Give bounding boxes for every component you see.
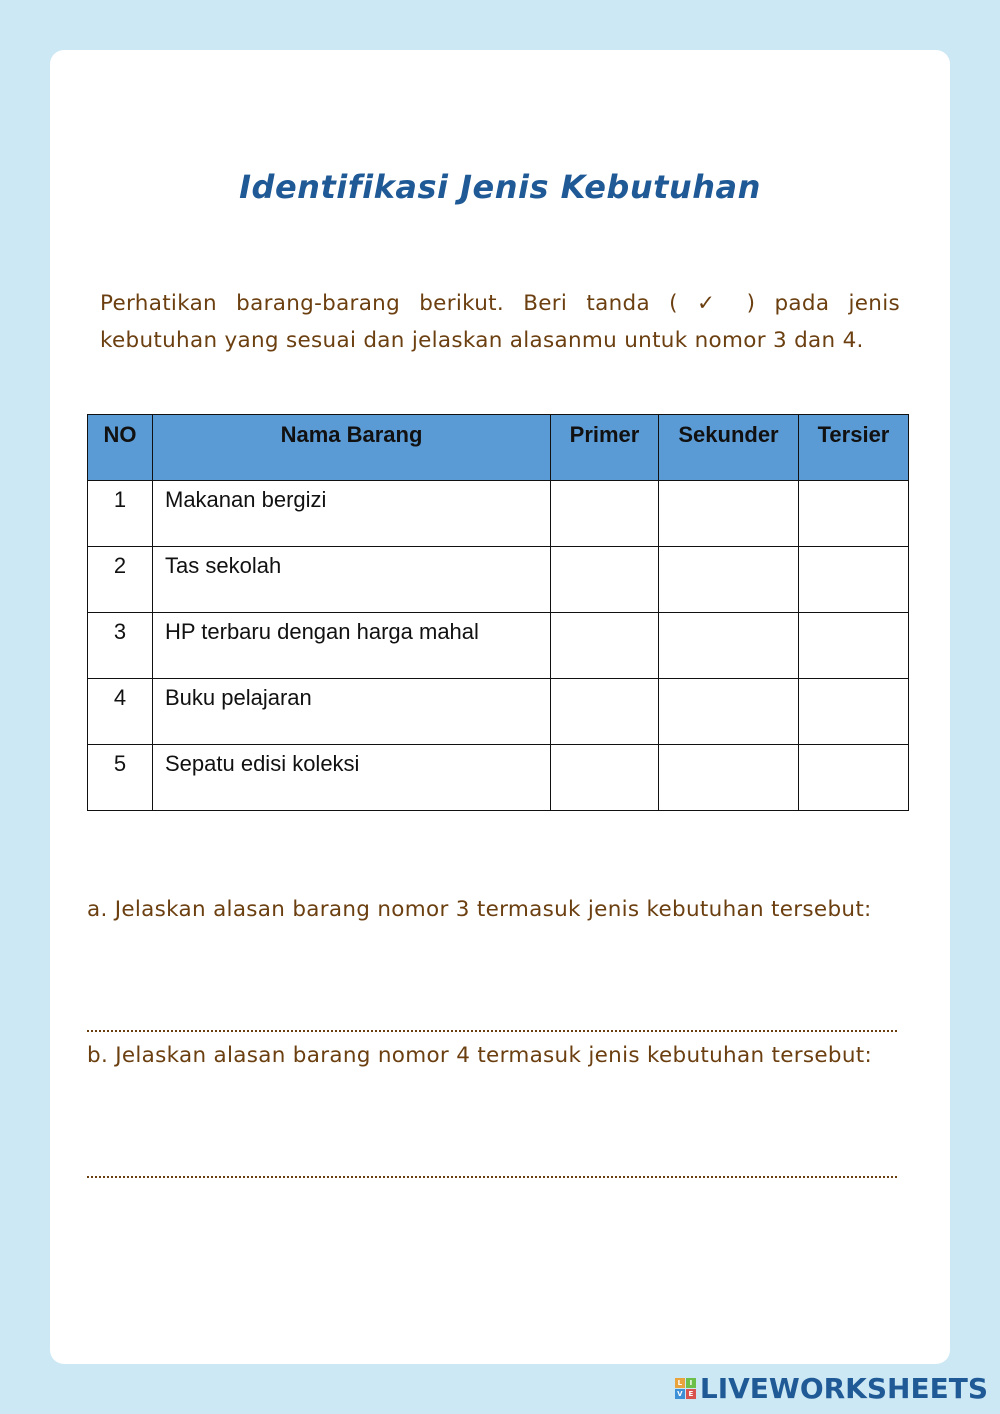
header-tersier: Tersier xyxy=(799,415,909,481)
logo-tile: V xyxy=(675,1389,685,1399)
row-number: 1 xyxy=(88,481,153,547)
question-b: b. Jelaskan alasan barang nomor 4 termasuk jenis kebutuhan tersebut: xyxy=(87,1043,873,1068)
instructions-text: Perhatikan barang-barang berikut. Beri tanda ( ✓ ) pada jenis kebutuhan yang sesuai dan jelaskan alasanmu untuk nomor 3 dan 4. xyxy=(100,291,900,353)
item-name: Tas sekolah xyxy=(153,547,551,613)
table-row xyxy=(88,481,909,547)
needs-table xyxy=(87,414,909,811)
header-name: Nama Barang xyxy=(153,415,551,481)
checkbox-tersier[interactable] xyxy=(799,481,909,547)
header-no: NO xyxy=(88,415,153,481)
worksheet-title: Identifikasi Jenis Kebutuhan xyxy=(239,168,761,206)
checkbox-primer[interactable] xyxy=(551,481,659,547)
table-row xyxy=(88,745,909,811)
question-a: a. Jelaskan alasan barang nomor 3 termasuk jenis kebutuhan tersebut: xyxy=(87,897,872,922)
worksheet-card xyxy=(50,50,950,1364)
logo-tile: E xyxy=(686,1389,696,1399)
checkbox-sekunder[interactable] xyxy=(659,613,799,679)
row-number: 3 xyxy=(88,613,153,679)
row-number: 2 xyxy=(88,547,153,613)
checkbox-primer[interactable] xyxy=(551,547,659,613)
checkbox-primer[interactable] xyxy=(551,745,659,811)
answer-b-input[interactable] xyxy=(87,1154,897,1178)
row-number: 4 xyxy=(88,679,153,745)
table-row xyxy=(88,613,909,679)
header-sekunder: Sekunder xyxy=(659,415,799,481)
item-name: HP terbaru dengan harga mahal xyxy=(153,613,551,679)
checkbox-tersier[interactable] xyxy=(799,679,909,745)
item-name: Sepatu edisi koleksi xyxy=(153,745,551,811)
liveworksheets-brand-text: LIVEWORKSHEETS xyxy=(699,1372,988,1405)
checkbox-tersier[interactable] xyxy=(799,613,909,679)
row-number: 5 xyxy=(88,745,153,811)
logo-tile: I xyxy=(686,1378,696,1388)
checkbox-sekunder[interactable] xyxy=(659,547,799,613)
answer-a-input[interactable] xyxy=(87,1008,897,1032)
checkbox-tersier[interactable] xyxy=(799,745,909,811)
liveworksheets-logo xyxy=(675,1372,988,1405)
checkbox-sekunder[interactable] xyxy=(659,679,799,745)
header-primer: Primer xyxy=(551,415,659,481)
checkbox-primer[interactable] xyxy=(551,679,659,745)
table-header-row xyxy=(88,415,909,481)
item-name: Makanan bergizi xyxy=(153,481,551,547)
item-name: Buku pelajaran xyxy=(153,679,551,745)
checkbox-sekunder[interactable] xyxy=(659,481,799,547)
table-row xyxy=(88,547,909,613)
checkbox-tersier[interactable] xyxy=(799,547,909,613)
checkbox-sekunder[interactable] xyxy=(659,745,799,811)
checkbox-primer[interactable] xyxy=(551,613,659,679)
logo-tile: L xyxy=(675,1378,685,1388)
liveworksheets-logo-icon xyxy=(675,1378,696,1399)
table-row xyxy=(88,679,909,745)
